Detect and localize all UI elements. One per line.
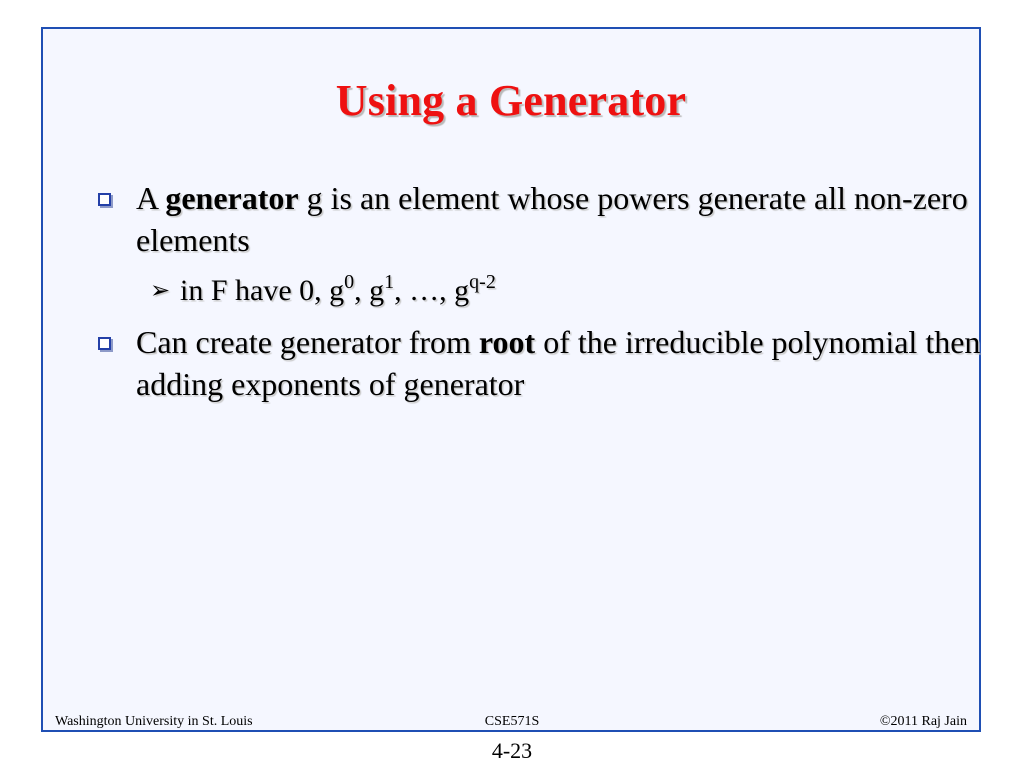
slide-frame [41,27,981,732]
square-bullet-icon [98,337,111,350]
sub-bullet-text-mid1: , g [354,274,385,307]
footer-course: CSE571S [484,714,540,729]
superscript-0: 0 [344,271,355,293]
bullet-text-bold: root [478,324,536,360]
sub-bullet-text-mid2: , …, g [394,274,470,307]
page-number: 4-23 [491,738,533,763]
footer-institution: Washington University in St. Louis [55,714,253,729]
sub-bullet-item-powers [98,271,998,311]
bullet-item-root [98,321,998,405]
superscript-q-2: q-2 [469,271,496,293]
arrow-bullet-icon: ➢ [150,278,171,304]
sub-bullet-text: in F have 0, g [180,274,345,307]
footer-copyright: ©2011 Raj Jain [879,714,967,729]
bullet-text-post: g is an element whose powers generate all non-zero elements [136,180,968,258]
bullet-text-pre: Can create generator from [136,324,479,360]
bullet-list [98,177,998,405]
slide-footer [43,714,981,730]
bullet-text-bold: generator [165,180,299,216]
slide-title: Using a Generator [335,76,687,125]
bullet-item-generator [98,177,998,261]
bullet-text-pre: A [136,180,166,216]
bullet-text-post: of the irreducible polynomial then adding exponents of generator [136,324,981,402]
superscript-1: 1 [384,271,395,293]
square-bullet-icon [98,193,111,206]
